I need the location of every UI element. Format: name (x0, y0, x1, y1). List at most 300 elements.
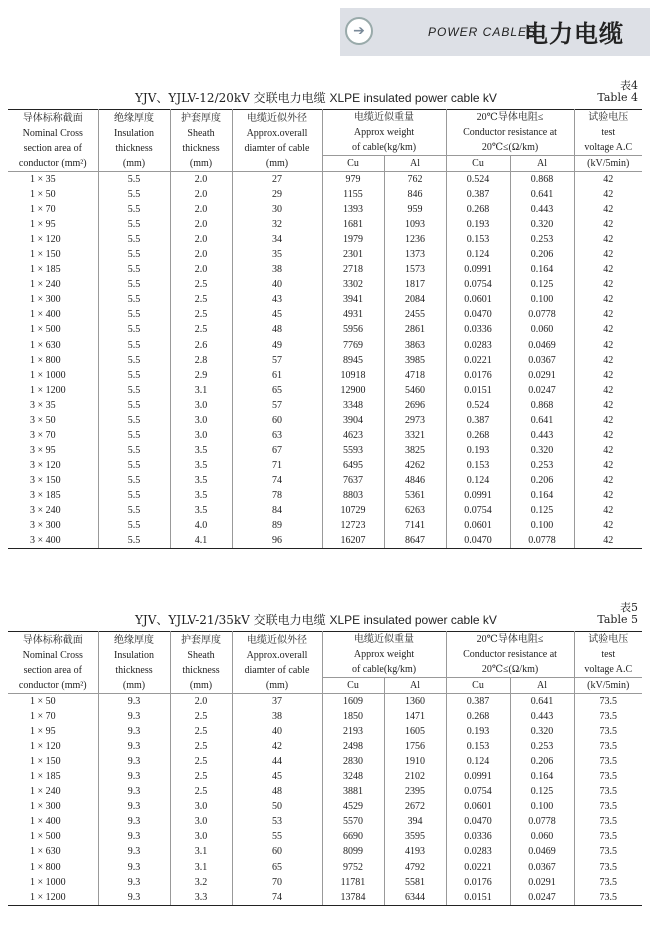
table-cell: 5593 (322, 443, 384, 458)
table-row (8, 503, 642, 518)
header-line: thickness (115, 664, 153, 676)
table-cell: 73.5 (599, 695, 618, 707)
table-row (8, 443, 642, 458)
header-insulation (98, 110, 170, 172)
table-cell: 0.387 (446, 187, 510, 202)
table-row (8, 473, 642, 488)
table-row (8, 829, 642, 844)
header-sheath (170, 110, 232, 172)
table-cell: 0.0470 (446, 307, 510, 322)
table-cell: 9752 (322, 860, 384, 875)
table-cell: 0.0469 (510, 844, 574, 859)
table-cell: 9.3 (98, 709, 170, 724)
table-cell: 42 (232, 739, 322, 754)
table-cell: 0.0247 (510, 890, 574, 906)
header-line: diamter of cable (244, 142, 310, 154)
table-cell: 3.0 (170, 428, 232, 443)
table-cell: 42 (603, 234, 614, 246)
table-cell: 9.3 (98, 769, 170, 784)
table-cell: 3.5 (170, 443, 232, 458)
table-cell: 1 × 400 (8, 814, 98, 829)
table-cell: 0.100 (510, 799, 574, 814)
table-cell: 78 (232, 488, 322, 503)
table-cell: 2.5 (170, 769, 232, 784)
table-cell: 3248 (322, 769, 384, 784)
header-line: test (601, 127, 616, 138)
table-cell: 37 (232, 694, 322, 710)
table-row (8, 488, 642, 503)
table-row (8, 694, 642, 710)
table-cell: 96 (232, 533, 322, 549)
table-cell: 42 (603, 173, 614, 185)
table-cell: 74 (232, 473, 322, 488)
table-row (8, 262, 642, 277)
table-cell: 0.125 (510, 503, 574, 518)
table-number-en: Table 5 (597, 613, 638, 626)
table-cell: 73.5 (599, 711, 618, 723)
table-cell: 45 (232, 307, 322, 322)
table-cell: 0.387 (446, 694, 510, 710)
table-cell: 40 (232, 724, 322, 739)
table-cell: 0.0221 (446, 860, 510, 875)
arrow-right-circle-icon: ➔ (345, 17, 373, 45)
table-cell: 71 (232, 458, 322, 473)
table-row (8, 322, 642, 337)
table-cell: 9.3 (98, 814, 170, 829)
table-cell: 2861 (384, 322, 446, 337)
header-line: Insulation (114, 127, 154, 139)
table-number (597, 602, 638, 626)
header-line: 电缆近似重量 (354, 634, 414, 645)
table-cell: 1 × 50 (8, 694, 98, 710)
table-cell: 0.0336 (446, 829, 510, 844)
table-cell: 65 (232, 860, 322, 875)
table-cell: 3.1 (170, 383, 232, 398)
table-cell: 9.3 (98, 875, 170, 890)
table-cell: 0.253 (510, 739, 574, 754)
header-line: Nominal Cross (22, 127, 83, 139)
table-number-en: Table 4 (597, 91, 638, 104)
table-cell: 5361 (384, 488, 446, 503)
table-cell: 5.5 (98, 503, 170, 518)
table-cell: 5.5 (98, 338, 170, 353)
table-cell: 3.1 (170, 844, 232, 859)
table-cell: 0.0221 (446, 353, 510, 368)
table-row (8, 754, 642, 769)
table-cell: 0.0754 (446, 277, 510, 292)
table-row (8, 860, 642, 875)
table-cell: 1 × 800 (8, 860, 98, 875)
table-cell: 1 × 50 (8, 187, 98, 202)
table-cell: 0.0469 (510, 338, 574, 353)
table-cell: 73.5 (599, 771, 618, 783)
table-cell: 67 (232, 443, 322, 458)
header-line: 绝缘厚度 (114, 634, 154, 646)
header-cu: Cu (446, 156, 510, 172)
table-cell: 0.524 (446, 398, 510, 413)
table-cell: 4792 (384, 860, 446, 875)
cable-spec-table (8, 631, 642, 906)
table-cell: 0.0991 (446, 488, 510, 503)
table-row (8, 890, 642, 906)
table-cell: 0.0176 (446, 875, 510, 890)
table-cell: 2.5 (170, 307, 232, 322)
table-cell: 5.5 (98, 518, 170, 533)
header-line: (mm) (265, 679, 289, 691)
table-row (8, 383, 642, 398)
table-cell: 0.0778 (510, 814, 574, 829)
table-cell: 2.5 (170, 292, 232, 307)
table-number (597, 80, 638, 104)
table-cell: 1 × 630 (8, 844, 98, 859)
table-cell: 5.5 (98, 383, 170, 398)
table-cell: 5.5 (98, 458, 170, 473)
header-line: (mm) (265, 157, 289, 169)
table-row (8, 232, 642, 247)
table-cell: 1605 (384, 724, 446, 739)
table-cell: 5.5 (98, 443, 170, 458)
table-row (8, 724, 642, 739)
table-cell: 42 (603, 520, 614, 532)
table-cell: 2084 (384, 292, 446, 307)
table-cell: 9.3 (98, 694, 170, 710)
table-cell: 16207 (322, 533, 384, 549)
table-cell: 0.443 (510, 428, 574, 443)
table-cell: 1 × 185 (8, 262, 98, 277)
table-cell: 3595 (384, 829, 446, 844)
header-resistance (446, 110, 574, 156)
table-cell: 73.5 (599, 816, 618, 828)
header-line: Nominal Cross (22, 649, 83, 661)
header-line: 电缆近似重量 (354, 112, 414, 123)
table-cell: 2.5 (170, 709, 232, 724)
header-cu: Cu (322, 678, 384, 694)
table-row (8, 844, 642, 859)
table-cell: 0.060 (510, 322, 574, 337)
header-diameter (232, 632, 322, 694)
table-cell: 0.253 (510, 458, 574, 473)
header-line: conductor (mm²) (18, 679, 87, 691)
table-cell: 1 × 400 (8, 307, 98, 322)
table-number-cn: 表4 (620, 79, 638, 92)
table-cell: 1 × 1200 (8, 383, 98, 398)
table-cell: 42 (603, 505, 614, 517)
table-cell: 2830 (322, 754, 384, 769)
table-cell: 42 (603, 369, 614, 381)
table-cell: 0.0291 (510, 368, 574, 383)
header-line: (mm) (189, 157, 213, 169)
table-cell: 2.0 (170, 202, 232, 217)
table-cell: 5.5 (98, 533, 170, 549)
table-cell: 43 (232, 292, 322, 307)
table-cell: 2.5 (170, 739, 232, 754)
table-cell: 5570 (322, 814, 384, 829)
table-cell: 3.0 (170, 829, 232, 844)
table-cell: 1 × 70 (8, 709, 98, 724)
header-resistance (446, 632, 574, 678)
table-row (8, 799, 642, 814)
header-line: 试验电压 (588, 112, 629, 123)
table-cell: 1 × 500 (8, 322, 98, 337)
table-cell: 0.0778 (510, 533, 574, 549)
table-cell: 5581 (384, 875, 446, 890)
table-cell: 2395 (384, 784, 446, 799)
table-cell: 6263 (384, 503, 446, 518)
table-cell: 2672 (384, 799, 446, 814)
table-cell: 0.0991 (446, 262, 510, 277)
table-cell: 0.641 (510, 694, 574, 710)
table-cell: 0.0291 (510, 875, 574, 890)
table-cell: 5.5 (98, 277, 170, 292)
table-row (8, 277, 642, 292)
table-cell: 73.5 (599, 831, 618, 843)
table-cell: 0.153 (446, 232, 510, 247)
table-cell: 3321 (384, 428, 446, 443)
table-cell: 5.5 (98, 187, 170, 202)
table-row (8, 533, 642, 549)
table-title-cn: YJV、YJLV-12/20kV 交联电力电缆 (135, 91, 326, 105)
table-cell: 0.443 (510, 202, 574, 217)
header-line: 电缆近似外径 (247, 634, 307, 646)
table-cell: 5.5 (98, 413, 170, 428)
table-cell: 5956 (322, 322, 384, 337)
table-cell: 3.0 (170, 398, 232, 413)
table-cell: 9.3 (98, 799, 170, 814)
table-cell: 5.5 (98, 292, 170, 307)
table-cell: 0.868 (510, 398, 574, 413)
table-cell: 61 (232, 368, 322, 383)
table-cell: 6690 (322, 829, 384, 844)
table-cell: 3 × 120 (8, 458, 98, 473)
header-line: (mm) (122, 679, 146, 691)
table-cell: 38 (232, 709, 322, 724)
table-cell: 5.5 (98, 307, 170, 322)
table-cell: 1 × 35 (8, 172, 98, 188)
table-cell: 5.5 (98, 322, 170, 337)
table-cell: 0.206 (510, 247, 574, 262)
table-cell: 5.5 (98, 488, 170, 503)
table-cell: 1979 (322, 232, 384, 247)
table-cell: 74 (232, 890, 322, 906)
header-diameter (232, 110, 322, 172)
table-cell: 2696 (384, 398, 446, 413)
header-al: Al (384, 678, 446, 694)
table-cell: 0.206 (510, 754, 574, 769)
table-cell: 8803 (322, 488, 384, 503)
table-cell: 0.268 (446, 202, 510, 217)
table-cell: 42 (603, 339, 614, 351)
header-line: 护套厚度 (181, 634, 221, 646)
table-cell: 7637 (322, 473, 384, 488)
table-cell: 73.5 (599, 741, 618, 753)
table-cell: 3904 (322, 413, 384, 428)
table-cell: 42 (603, 309, 614, 321)
table-cell: 73.5 (599, 861, 618, 873)
table-row (8, 709, 642, 724)
table-cell: 0.0367 (510, 860, 574, 875)
header-line: 导体标称截面 (22, 634, 83, 646)
table-cell: 2.6 (170, 338, 232, 353)
header-line: 绝缘厚度 (114, 112, 154, 124)
table-title (135, 611, 497, 628)
table-cell: 42 (603, 354, 614, 366)
table-cell: 73.5 (599, 726, 618, 738)
table-cell: 1360 (384, 694, 446, 710)
table-cell: 30 (232, 202, 322, 217)
table-cell: 3 × 400 (8, 533, 98, 549)
table-cell: 42 (603, 249, 614, 261)
table-cell: 979 (322, 172, 384, 188)
header-cross-section (8, 632, 98, 694)
table-cell: 2.5 (170, 784, 232, 799)
table-row (8, 202, 642, 217)
table-row (8, 398, 642, 413)
table-cell: 70 (232, 875, 322, 890)
table-cell: 0.124 (446, 754, 510, 769)
table-cell: 1 × 300 (8, 799, 98, 814)
table-cell: 9.3 (98, 784, 170, 799)
table-row (8, 814, 642, 829)
table-cell: 0.164 (510, 769, 574, 784)
header-line: voltage A.C (584, 142, 633, 153)
table-cell: 0.0470 (446, 533, 510, 549)
table-cell: 0.100 (510, 292, 574, 307)
header-line: of cable(kg/km) (351, 142, 417, 153)
table-cell: 1 × 240 (8, 277, 98, 292)
table-cell: 9.3 (98, 890, 170, 906)
table-cell: 40 (232, 277, 322, 292)
table-cell: 1236 (384, 232, 446, 247)
header-line: Sheath (187, 649, 215, 661)
table-cell: 3941 (322, 292, 384, 307)
table-cell: 42 (603, 490, 614, 501)
table-cell: 42 (603, 264, 614, 276)
table-cell: 73.5 (599, 846, 618, 858)
header-sheath (170, 632, 232, 694)
table-cell: 10729 (322, 503, 384, 518)
table-cell: 3.5 (170, 473, 232, 488)
table-cell: 1 × 120 (8, 739, 98, 754)
table-cell: 0.268 (446, 428, 510, 443)
table-cell: 57 (232, 398, 322, 413)
table-cell: 1471 (384, 709, 446, 724)
table-cell: 7769 (322, 338, 384, 353)
table-cell: 4.1 (170, 533, 232, 549)
table-cell: 42 (603, 474, 614, 486)
header-line: 导体标称截面 (22, 112, 83, 124)
table-cell: 0.0991 (446, 769, 510, 784)
table-cell: 2.0 (170, 187, 232, 202)
table-row (8, 739, 642, 754)
table-row (8, 769, 642, 784)
table-cell: 8647 (384, 533, 446, 549)
table-cell: 1 × 1000 (8, 368, 98, 383)
table-cell: 8945 (322, 353, 384, 368)
table-cell: 3.0 (170, 413, 232, 428)
table-cell: 8099 (322, 844, 384, 859)
table-cell: 1850 (322, 709, 384, 724)
table-cell: 9.3 (98, 860, 170, 875)
table-cell: 48 (232, 322, 322, 337)
table-cell: 1681 (322, 217, 384, 232)
header-line: 20℃导体电阻≤ (476, 634, 544, 645)
header-title-en: POWER CABLES (428, 25, 537, 39)
header-cu: Cu (446, 678, 510, 694)
table-cell: 6495 (322, 458, 384, 473)
table-cell: 0.0754 (446, 503, 510, 518)
table-cell: 44 (232, 754, 322, 769)
table-cell: 2.5 (170, 724, 232, 739)
table-cell: 0.164 (510, 262, 574, 277)
table-row (8, 247, 642, 262)
table-cell: 1 × 150 (8, 247, 98, 262)
table-cell: 11781 (322, 875, 384, 890)
table-cell: 959 (384, 202, 446, 217)
table-cell: 1 × 800 (8, 353, 98, 368)
table-cell: 3.5 (170, 488, 232, 503)
table-cell: 9.3 (98, 754, 170, 769)
header-line: thickness (182, 142, 220, 154)
table-cell: 2.0 (170, 217, 232, 232)
table-cell: 73.5 (599, 756, 618, 768)
table-cell: 2.8 (170, 353, 232, 368)
table-cell: 3825 (384, 443, 446, 458)
table-cell: 0.164 (510, 488, 574, 503)
table-cell: 3 × 240 (8, 503, 98, 518)
table-cell: 1 × 95 (8, 724, 98, 739)
table-cell: 0.443 (510, 709, 574, 724)
table-cell: 3985 (384, 353, 446, 368)
table-cell: 0.153 (446, 739, 510, 754)
header-kv-unit: (kV/5min) (574, 156, 642, 172)
table-row (8, 292, 642, 307)
table-cell: 42 (603, 384, 614, 396)
table-cell: 4931 (322, 307, 384, 322)
table-cell: 2.0 (170, 232, 232, 247)
table-cell: 1393 (322, 202, 384, 217)
header-al: Al (384, 156, 446, 172)
table-row (8, 172, 642, 188)
table-cell: 394 (384, 814, 446, 829)
table-cell: 65 (232, 383, 322, 398)
header-line: 护套厚度 (181, 112, 221, 124)
table-cell: 12900 (322, 383, 384, 398)
table-cell: 55 (232, 829, 322, 844)
table-cell: 4623 (322, 428, 384, 443)
table-title-en: XLPE insulated power cable kV (329, 613, 497, 627)
header-line: Sheath (187, 127, 215, 139)
table-cell: 89 (232, 518, 322, 533)
table-cell: 42 (603, 399, 614, 411)
header-al: Al (510, 678, 574, 694)
table-cell: 9.3 (98, 829, 170, 844)
table-cell: 4.0 (170, 518, 232, 533)
header-line: test (601, 649, 616, 660)
table-row (8, 413, 642, 428)
table-cell: 0.0601 (446, 292, 510, 307)
table-cell: 1 × 95 (8, 217, 98, 232)
table-cell: 2455 (384, 307, 446, 322)
table-cell: 1 × 500 (8, 829, 98, 844)
table-title-en: XLPE insulated power cable kV (329, 91, 497, 105)
table-cell: 42 (603, 429, 614, 441)
table-cell: 32 (232, 217, 322, 232)
table-cell: 1 × 630 (8, 338, 98, 353)
table-cell: 0.253 (510, 232, 574, 247)
table-cell: 42 (603, 444, 614, 456)
table-cell: 4846 (384, 473, 446, 488)
table-cell: 0.0336 (446, 322, 510, 337)
